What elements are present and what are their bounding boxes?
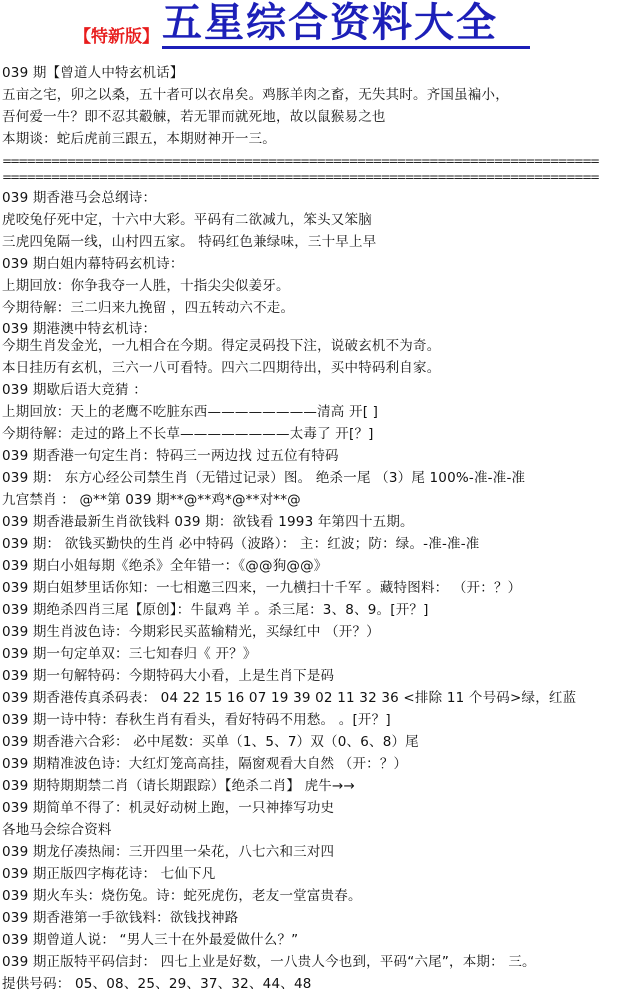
- text-line: 039 期： 东方心经公司禁生肖（无错过记录）图。 绝杀一尾 （3）尾 100%-准-准-准: [2, 470, 526, 486]
- text-line: 三虎四兔隔一线，山村四五家。 特码红色兼绿味，三十早上早: [2, 234, 377, 250]
- text-line: 039 期简单不得了：机灵好动树上跑，一只神捧写功史: [2, 800, 335, 816]
- text-line: 各地马会综合资料: [2, 822, 112, 838]
- text-line: 039 期一诗中特：春秋生肖有看头，看好特码不用愁。 。[开？]: [2, 712, 391, 728]
- text-line: 039 期火车头：烧伤兔。诗：蛇死虎伤，老友一堂富贵春。: [2, 888, 362, 904]
- text-line: 039 期一句定单双：三七知春归《 开？》: [2, 646, 257, 662]
- text-line: 039 期： 欲钱买勤快的生肖 必中特码（波路）： 主：红波；防：绿。-准-准-准: [2, 536, 480, 552]
- text-line: 039 期【曾道人中特玄机话】: [2, 65, 184, 81]
- document-body: [2, 62, 619, 995]
- text-line: 039 期一句解特码：今期特码大小看，上是生肖下是码: [2, 668, 335, 684]
- text-line: 虎咬兔仔死中定，十六中大彩。平码有二欲减九，笨头又笨脑: [2, 212, 372, 228]
- text-line: 039 期龙仔凑热闹：三开四里一朵花，八七六和三对四: [2, 844, 335, 860]
- text-line: 039 期歇后语大竞猜 ：: [2, 382, 147, 398]
- text-line: 039 期白姐内幕特码玄机诗：: [2, 256, 184, 272]
- title-underline: [162, 46, 530, 49]
- text-line: 039 期白小姐每期《绝杀》全年错一：《@@狗@@》: [2, 558, 328, 574]
- header: [0, 0, 621, 58]
- edition-tag: 【特新版】: [74, 27, 159, 47]
- text-line: 039 期曾道人说： “男人三十在外最爱做什么？”: [2, 932, 299, 948]
- text-line: 五亩之宅，卯之以桑，五十者可以衣帛矣。鸡豚羊肉之畜，无失其时。齐国虽褊小，: [2, 87, 509, 103]
- text-line: 039 期正版四字梅花诗： 七仙下凡: [2, 866, 216, 882]
- text-line: 本日挂历有玄机，三六一八可看特。四六二四期待出，买中特码利自家。: [2, 360, 441, 376]
- separator-line: ==========================================================================: [2, 172, 599, 183]
- text-line: 039 期香港最新生肖欲钱料 039 期：欲钱看 1993 年第四十五期。: [2, 514, 414, 530]
- text-line: 039 期特期期禁二肖（请长期跟踪）【绝杀二肖】 虎牛→→: [2, 778, 356, 794]
- text-line: 本期谈：蛇后虎前三跟五，本期财神开一三。: [2, 131, 276, 147]
- text-line: 039 期精准波色诗：大红灯笼高高挂，隔窗观看大自然 （开：？）: [2, 756, 408, 772]
- text-line: 九宫禁肖 ： @**第 039 期**@**鸡*@**对**@: [2, 492, 301, 508]
- page-title: 五星综合资料大全: [162, 0, 498, 46]
- text-line: 上期回放：你争我夺一人胜，十指尖尖似姜牙。: [2, 278, 290, 294]
- text-line: 039 期白姐梦里话你知：一七相邀三四来，一九横扫十千军 。藏特图料： （开：？）: [2, 580, 522, 596]
- text-line: 039 期香港六合彩： 必中尾数：买单（1、5、7）双（0、6、8）尾: [2, 734, 419, 750]
- text-line: 039 期香港马会总纲诗：: [2, 190, 157, 206]
- text-line: 039 期生肖波色诗：今期彩民买蓝输精光，买绿红中 （开？）: [2, 624, 380, 640]
- text-line: 039 期绝杀四肖三尾【原创】：牛鼠鸡 羊 。杀三尾：3、8、9。[开？]: [2, 602, 429, 618]
- text-line: 上期回放：天上的老鹰不吃脏东西————————清高 开[ ]: [2, 404, 379, 420]
- text-line: 039 期香港传真杀码表： 04 22 15 16 07 19 39 02 11 32 36 <排除 11 个号码>绿，红蓝: [2, 690, 577, 706]
- text-line: 今期待解：走过的路上不长草————————太毒了 开[？]: [2, 426, 374, 442]
- text-line: 今期待解：三二归来九挽留 ，四五转动六不走。: [2, 300, 295, 316]
- separator-line: ==========================================================================: [2, 156, 599, 167]
- text-line: 吾何爱一牛？即不忍其觳觫，若无罪而就死地，故以鼠猴易之也: [2, 109, 386, 125]
- text-line: 039 期香港第一手欲钱料：欲钱找神路: [2, 910, 239, 926]
- text-line: 今期生肖发金光，一九相合在今期。得定灵码投下注，说破玄机不为奇。: [2, 338, 441, 354]
- text-line: 提供号码： 05、08、25、29、37、32、44、48: [2, 976, 312, 992]
- text-line: 039 期港澳中特玄机诗：: [2, 321, 157, 335]
- text-line: 039 期正版特平码信封： 四七上业是好数，一八贵人今也到，平码“六尾”，本期： 三。: [2, 954, 536, 970]
- text-line: 039 期香港一句定生肖：特码三一两边找 过五位有特码: [2, 448, 339, 464]
